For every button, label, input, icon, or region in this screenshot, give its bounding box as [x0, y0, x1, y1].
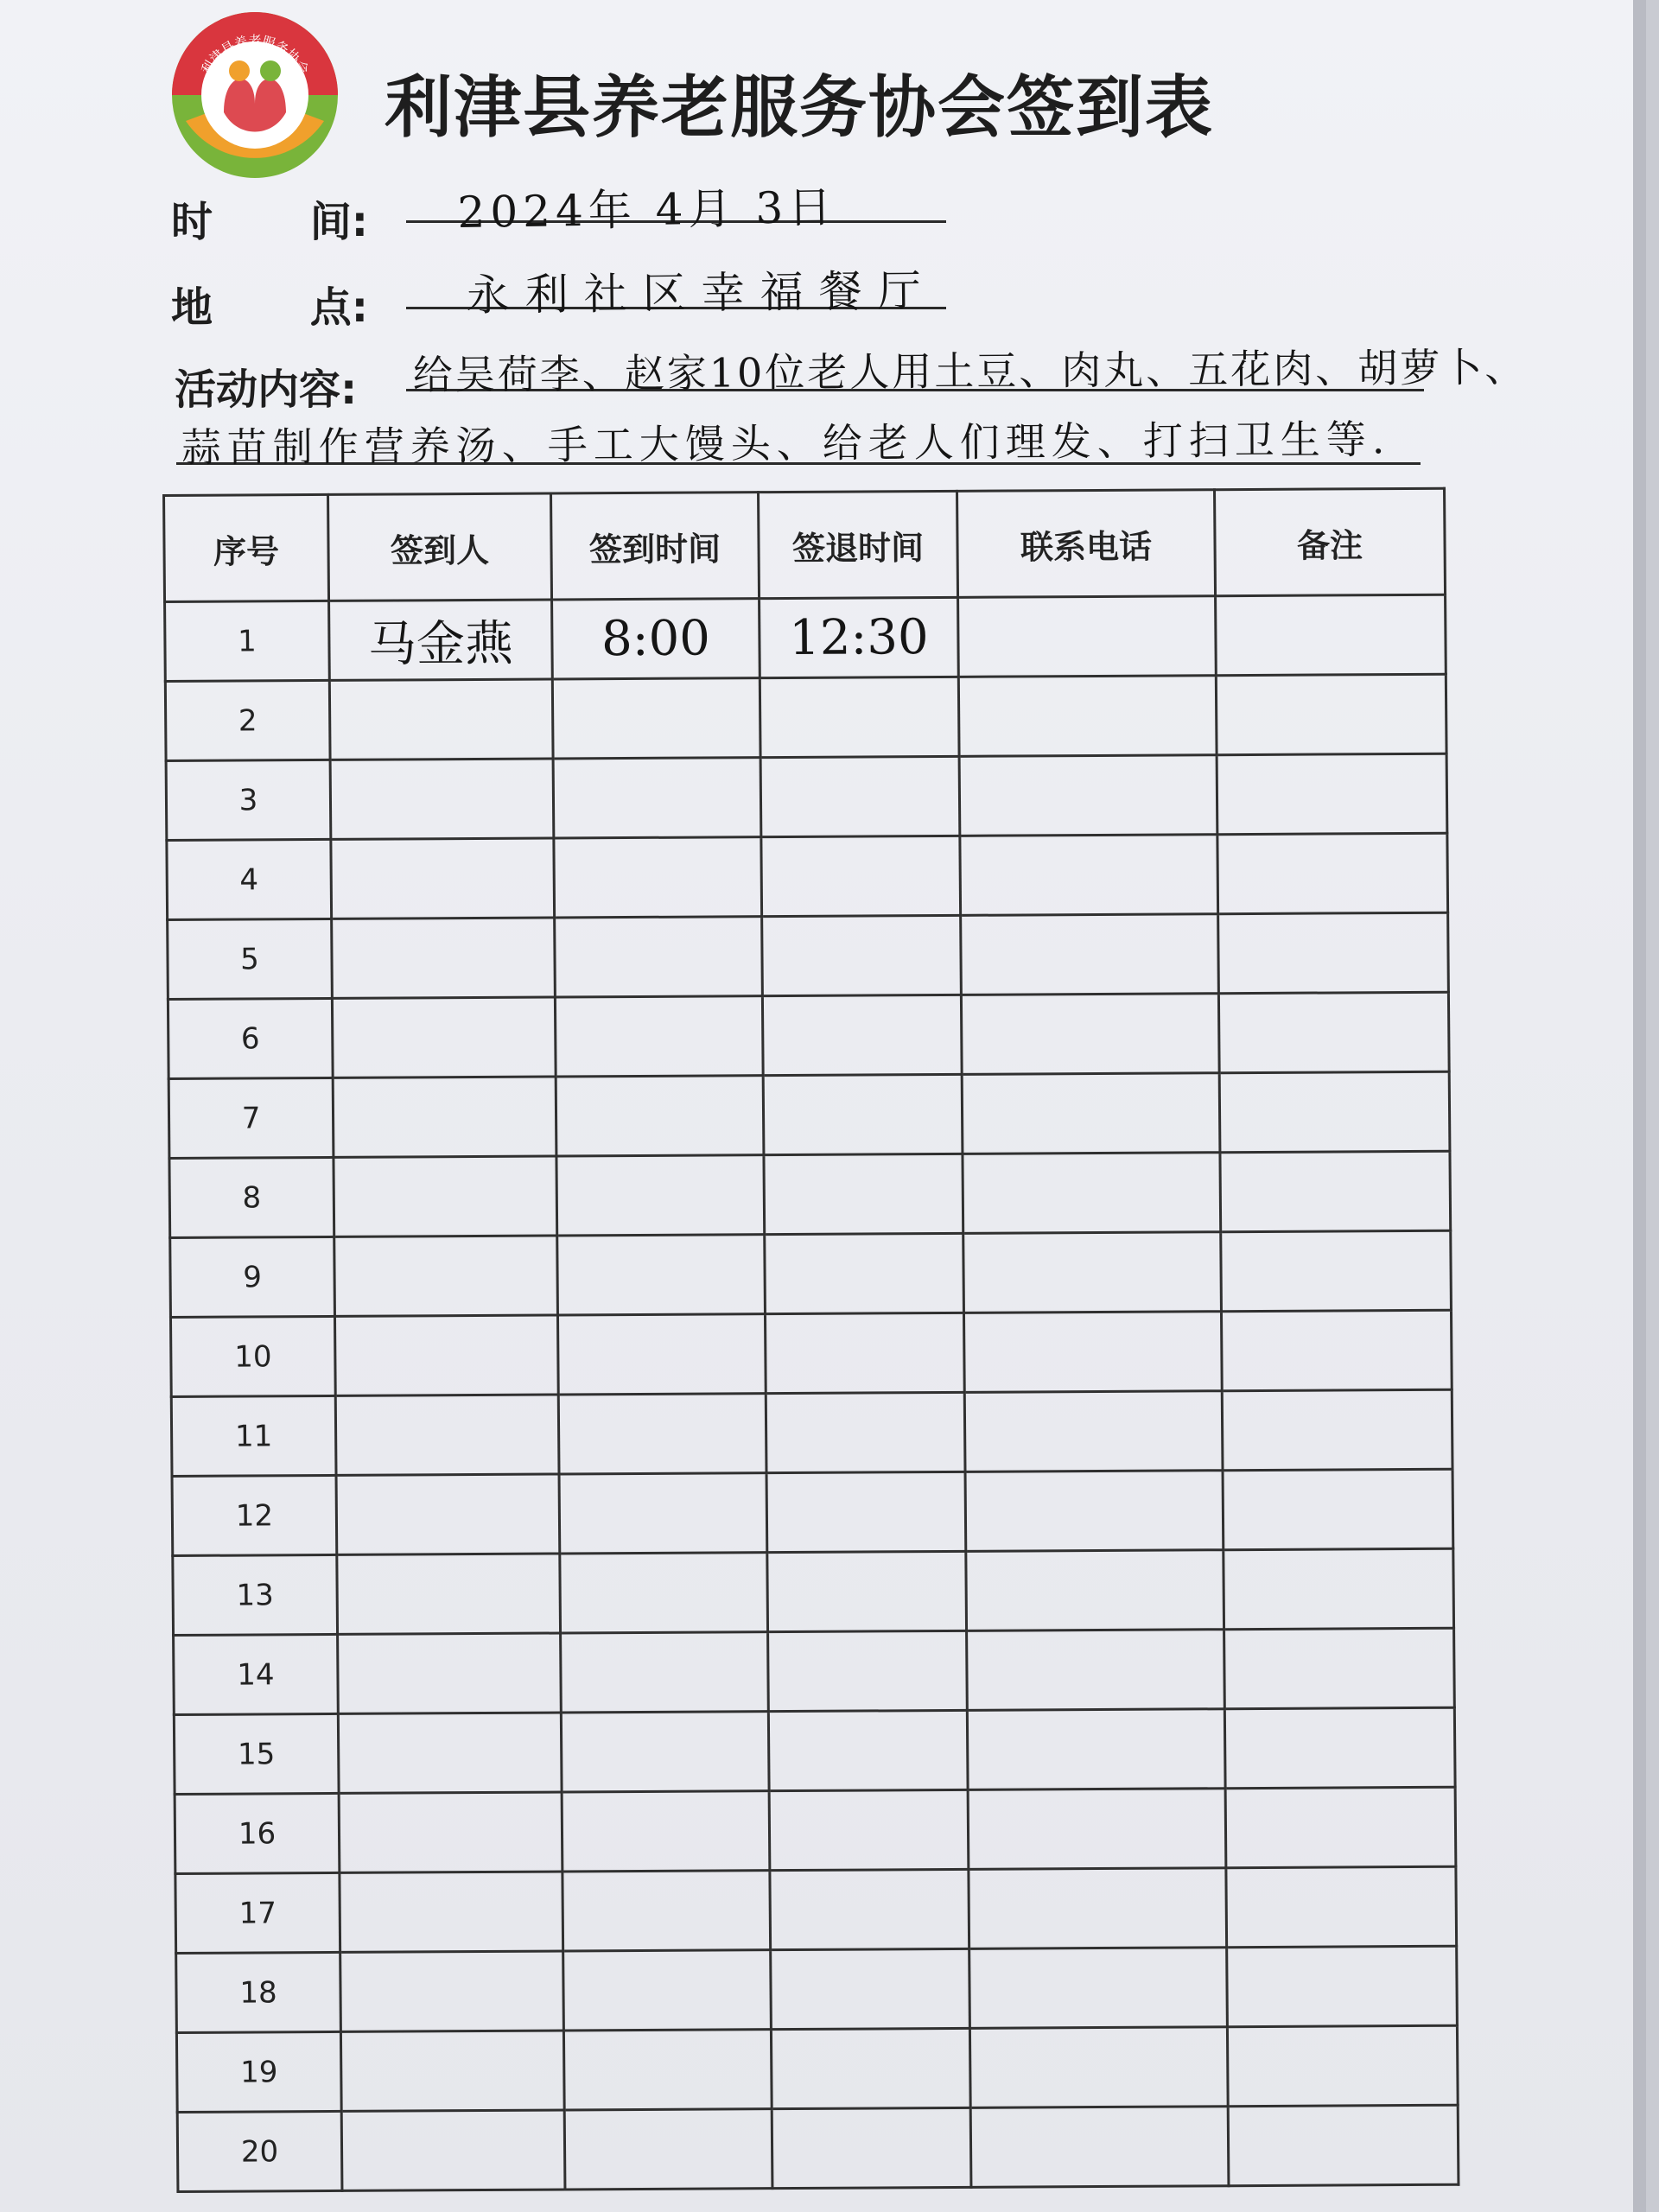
cell-seq: 2	[165, 680, 330, 760]
cell-seq: 6	[168, 998, 333, 1078]
cell-remark	[1224, 1707, 1455, 1788]
cell-sign-in-time	[563, 2030, 772, 2110]
cell-signer	[334, 1156, 557, 1236]
header-signer: 签到人	[328, 493, 552, 601]
cell-seq: 16	[175, 1793, 340, 1873]
table-row	[174, 1628, 1455, 1714]
header-seq: 序号	[164, 494, 329, 601]
cell-sign-in-time	[555, 996, 763, 1077]
cell-phone	[966, 1550, 1224, 1631]
cell-signer	[341, 2110, 565, 2190]
table-row	[174, 1707, 1455, 1794]
cell-phone	[961, 914, 1219, 995]
cell-seq: 18	[176, 1952, 341, 2032]
cell-remark	[1227, 1946, 1458, 2026]
cell-seq: 8	[169, 1157, 334, 1237]
cell-seq: 9	[170, 1236, 335, 1317]
cell-signer	[340, 1951, 564, 2031]
table-row	[165, 674, 1446, 760]
paper-edge-shadow	[1633, 0, 1646, 2212]
place-label	[171, 274, 368, 334]
logo-ring-text: 利津县养老服务协会	[198, 33, 312, 78]
table-row	[175, 1866, 1457, 1953]
activity-line-1: 给吴荷李、赵家10位老人用土豆、肉丸、五花肉、胡萝卜、	[412, 343, 1528, 399]
header-phone: 联系电话	[957, 490, 1216, 598]
cell-signer	[340, 2031, 564, 2111]
cell-remark	[1224, 1548, 1454, 1629]
cell-remark	[1225, 1787, 1456, 1867]
cell-sign-out-time	[768, 1630, 968, 1711]
cell-remark	[1221, 1310, 1452, 1390]
cell-seq: 5	[168, 918, 333, 999]
time-label	[171, 188, 368, 248]
cell-sign-in-time: 8:00	[552, 599, 760, 679]
cell-seq: 13	[173, 1554, 338, 1635]
table-row	[168, 1071, 1450, 1158]
cell-signer	[336, 1474, 560, 1554]
cell-signer	[339, 1792, 563, 1872]
cell-sign-out-time	[766, 1392, 965, 1472]
header-sign-out-time: 签退时间	[759, 491, 958, 598]
cell-sign-out-time	[762, 915, 962, 995]
association-logo-icon	[168, 9, 341, 181]
header-sign-in-time: 签到时间	[551, 493, 760, 600]
cell-phone	[969, 1868, 1227, 1949]
cell-phone	[964, 1391, 1223, 1472]
cell-signer	[331, 838, 555, 918]
cell-sign-in-time	[553, 758, 761, 838]
cell-sign-out-time: 12:30	[760, 597, 959, 677]
place-value: 永利社区幸福餐厅	[466, 265, 937, 321]
cell-signer	[332, 997, 556, 1077]
table-row	[167, 833, 1448, 919]
cell-sign-out-time	[765, 1313, 964, 1393]
cell-seq: 17	[175, 1872, 340, 1953]
cell-seq: 11	[171, 1395, 336, 1476]
cell-sign-out-time	[771, 2028, 970, 2108]
cell-sign-out-time	[766, 1471, 966, 1552]
cell-sign-in-time	[559, 1473, 767, 1554]
table-row	[169, 1151, 1451, 1237]
time-label-b: 间:	[309, 198, 368, 246]
cell-sign-out-time	[764, 1154, 963, 1234]
cell-sign-out-time	[762, 995, 962, 1075]
cell-signer	[329, 679, 553, 760]
cell-signer	[335, 1395, 559, 1475]
time-label-a: 时	[171, 198, 213, 246]
cell-sign-in-time	[562, 1791, 770, 1872]
cell-remark	[1216, 674, 1446, 754]
table-row	[173, 1548, 1454, 1635]
cell-sign-in-time	[563, 1871, 771, 1951]
cell-phone	[958, 596, 1217, 677]
cell-seq: 1	[165, 601, 330, 681]
cell-sign-in-time	[552, 678, 760, 759]
cell-remark	[1220, 1151, 1451, 1231]
table-row	[168, 992, 1449, 1078]
cell-sign-in-time	[555, 917, 763, 997]
table-row	[177, 2105, 1459, 2191]
cell-sign-in-time	[564, 2109, 772, 2190]
cell-phone	[963, 1153, 1221, 1234]
cell-phone	[965, 1471, 1224, 1552]
cell-seq: 3	[166, 760, 331, 840]
cell-sign-in-time	[556, 1155, 765, 1236]
place-label-b: 点:	[309, 283, 368, 332]
cell-remark	[1218, 992, 1449, 1072]
table-row	[176, 2025, 1458, 2112]
cell-remark	[1227, 2025, 1458, 2106]
cell-signer	[334, 1315, 558, 1395]
cell-remark	[1226, 1866, 1457, 1947]
cell-phone	[968, 1789, 1226, 1870]
cell-remark	[1217, 833, 1448, 913]
cell-sign-out-time	[760, 756, 960, 836]
cell-signer	[334, 1236, 558, 1316]
cell-seq: 10	[170, 1316, 335, 1396]
cell-signer	[340, 1872, 563, 1952]
cell-phone	[969, 1948, 1228, 2029]
cell-sign-in-time	[558, 1394, 766, 1474]
cell-phone	[969, 2027, 1228, 2108]
cell-remark	[1223, 1469, 1453, 1549]
cell-sign-in-time	[554, 837, 762, 918]
table-row	[166, 753, 1447, 840]
cell-signer	[338, 1713, 562, 1793]
cell-seq: 20	[177, 2111, 342, 2191]
cell-phone	[967, 1630, 1225, 1711]
table-row	[170, 1310, 1452, 1396]
cell-phone	[960, 835, 1218, 916]
cell-remark	[1218, 912, 1449, 993]
cell-sign-in-time	[557, 1314, 766, 1395]
cell-phone	[970, 2107, 1229, 2188]
sign-in-table	[162, 487, 1459, 2193]
table-row	[171, 1389, 1452, 1476]
cell-phone	[963, 1312, 1222, 1393]
header-remark: 备注	[1215, 488, 1446, 595]
table-row	[172, 1469, 1453, 1555]
cell-phone	[963, 1232, 1222, 1313]
cell-sign-out-time	[767, 1551, 967, 1631]
cell-signer	[337, 1554, 561, 1634]
cell-seq: 7	[168, 1077, 334, 1158]
cell-remark	[1224, 1628, 1455, 1708]
cell-sign-out-time	[760, 677, 959, 757]
table-header-row	[164, 488, 1446, 601]
cell-seq: 15	[174, 1713, 339, 1794]
time-value: 2024年 4月 3日	[457, 181, 837, 238]
cell-sign-in-time	[563, 1950, 772, 2031]
cell-seq: 19	[176, 2031, 341, 2112]
cell-phone	[967, 1709, 1225, 1790]
cell-sign-in-time	[557, 1235, 766, 1315]
cell-sign-out-time	[771, 1948, 970, 2029]
table-row	[176, 1946, 1458, 2032]
cell-signer	[338, 1633, 562, 1713]
cell-remark	[1219, 1071, 1450, 1152]
cell-signer	[330, 759, 554, 839]
cell-seq: 14	[174, 1634, 339, 1714]
cell-sign-in-time	[561, 1632, 769, 1713]
place-label-a: 地	[171, 283, 213, 332]
cell-remark	[1221, 1230, 1452, 1311]
table-row	[165, 594, 1446, 681]
cell-seq: 12	[172, 1475, 337, 1555]
cell-sign-out-time	[768, 1710, 968, 1790]
table-row	[168, 912, 1449, 999]
cell-phone	[959, 755, 1217, 836]
cell-remark	[1222, 1389, 1452, 1470]
cell-sign-out-time	[763, 1074, 963, 1154]
cell-phone	[962, 1073, 1220, 1154]
cell-sign-out-time	[769, 1789, 969, 1870]
cell-sign-in-time	[561, 1712, 769, 1792]
cell-sign-in-time	[560, 1553, 768, 1633]
cell-sign-out-time	[765, 1233, 964, 1313]
cell-sign-out-time	[770, 1869, 969, 1949]
cell-remark	[1216, 594, 1446, 675]
cell-seq: 4	[167, 839, 332, 919]
table-row	[175, 1787, 1456, 1873]
cell-sign-out-time	[761, 836, 961, 916]
cell-sign-out-time	[772, 2107, 971, 2188]
cell-signer	[332, 918, 556, 998]
table-row	[170, 1230, 1452, 1317]
cell-signer: 马金燕	[329, 600, 553, 680]
cell-remark	[1228, 2105, 1459, 2185]
cell-phone	[958, 676, 1217, 757]
page-title: 利津县养老服务协会签到表	[385, 69, 1215, 147]
table-body	[165, 594, 1459, 2191]
cell-phone	[961, 994, 1219, 1075]
activity-line-2: 蒜苗制作营养汤、手工大馒头、给老人们理发、打扫卫生等.	[181, 416, 1391, 472]
cell-remark	[1217, 753, 1447, 834]
cell-sign-in-time	[556, 1076, 764, 1156]
activity-label: 活动内容:	[175, 365, 358, 414]
cell-signer	[333, 1077, 556, 1157]
